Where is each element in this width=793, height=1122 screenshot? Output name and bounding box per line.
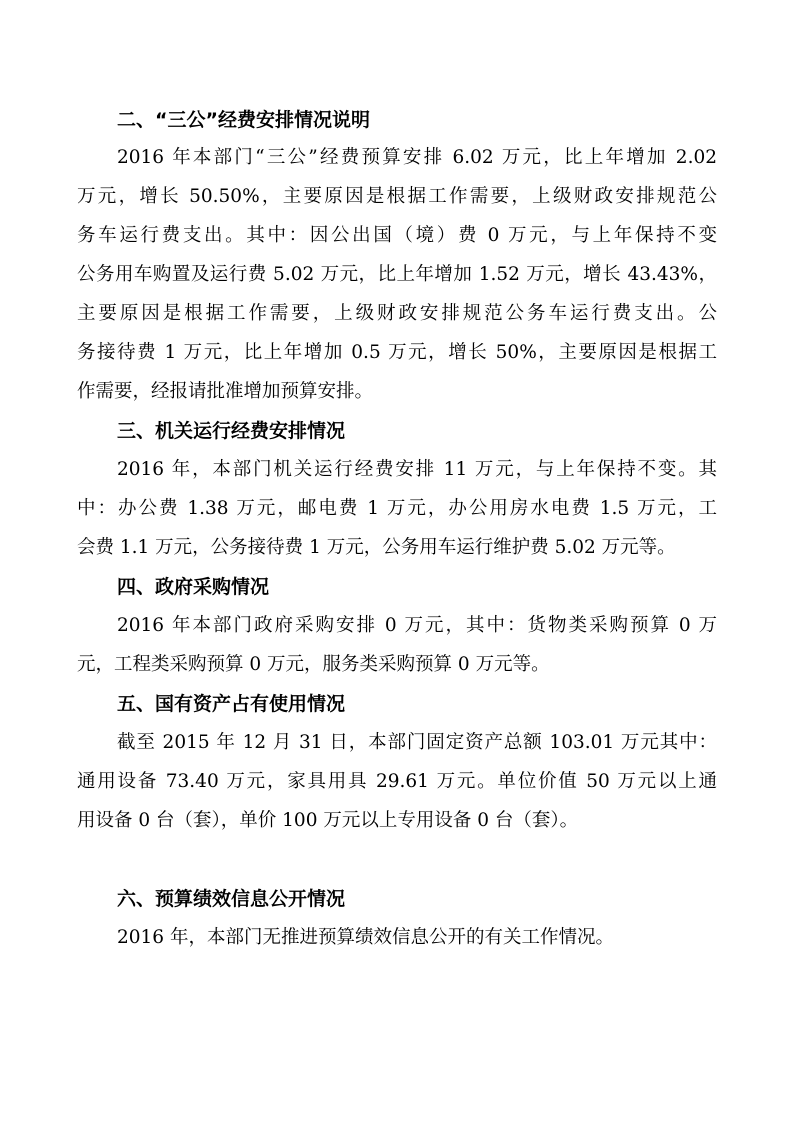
paragraph-line: 截至 2015 年 12 月 31 日，本部门固定资产总额 103.01 万元其中： (117, 732, 717, 753)
paragraph-line: 2016 年，本部门机关运行经费安排 11 万元，与上年保持不变。其 (117, 459, 717, 480)
paragraph-line: 务车运行费支出。其中：因公出国（境）费 0 万元，与上年保持不变 (77, 225, 717, 246)
section-heading-state-assets: 五、国有资产占有使用情况 (117, 693, 346, 715)
section-heading-operating-costs: 三、机关运行经费安排情况 (117, 420, 346, 442)
paragraph-line: 中：办公费 1.38 万元，邮电费 1 万元，办公用房水电费 1.5 万元，工 (77, 498, 717, 519)
paragraph-line: 2016 年本部门政府采购安排 0 万元，其中：货物类采购预算 0 万 (117, 615, 717, 636)
paragraph-line: 公务用车购置及运行费 5.02 万元，比上年增加 1.52 万元，增长 43.43%， (77, 264, 717, 285)
section-heading-performance-disclosure: 六、预算绩效信息公开情况 (117, 888, 346, 910)
paragraph-line: 2016 年，本部门无推进预算绩效信息公开的有关工作情况。 (117, 927, 614, 948)
section-heading-sanggong: 二、“三公”经费安排情况说明 (117, 109, 370, 131)
paragraph-line: 主要原因是根据工作需要，上级财政安排规范公务车运行费支出。公 (77, 303, 717, 324)
paragraph-line: 会费 1.1 万元，公务接待费 1 万元，公务用车运行维护费 5.02 万元等。 (77, 537, 676, 558)
paragraph-line: 2016 年本部门“三公”经费预算安排 6.02 万元，比上年增加 2.02 (117, 147, 717, 168)
paragraph-line: 万元，增长 50.50%，主要原因是根据工作需要，上级财政安排规范公 (77, 186, 717, 207)
paragraph-line: 作需要，经报请批准增加预算安排。 (77, 381, 374, 402)
paragraph-line: 务接待费 1 万元，比上年增加 0.5 万元，增长 50%，主要原因是根据工 (77, 342, 717, 363)
paragraph-line: 元，工程类采购预算 0 万元，服务类采购预算 0 万元等。 (77, 654, 550, 675)
paragraph-line: 用设备 0 台（套），单价 100 万元以上专用设备 0 台（套）。 (77, 810, 579, 831)
paragraph-line: 通用设备 73.40 万元，家具用具 29.61 万元。单位价值 50 万元以上通 (77, 771, 717, 792)
section-heading-procurement: 四、政府采购情况 (117, 576, 270, 598)
